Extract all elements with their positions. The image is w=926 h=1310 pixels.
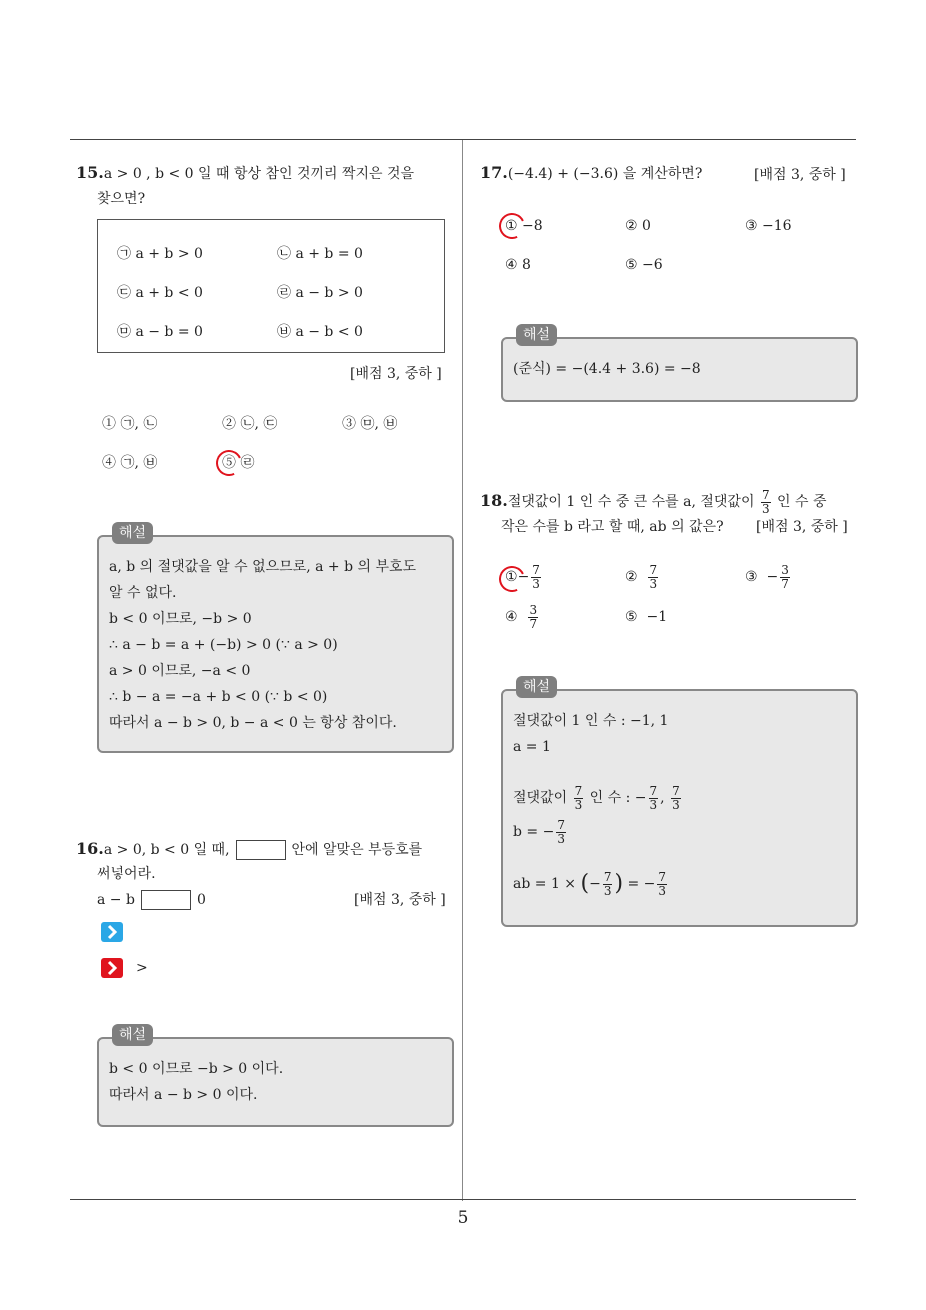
q17-solution-label: 해설 [516, 324, 557, 346]
q17-choice[interactable]: ③ −16 [745, 218, 792, 234]
top-rule [70, 139, 856, 140]
q15-choice[interactable]: ⑤ ㉣ [222, 455, 255, 471]
q17-stem: 17.(−4.4) + (−3.6) 을 계산하면? [480, 163, 703, 182]
q15-choice[interactable]: ③ ㉤, ㉥ [342, 416, 398, 432]
q15-item: ㉥ a − b < 0 [277, 324, 363, 340]
q15-choice[interactable]: ① ㉠, ㉡ [102, 416, 158, 432]
q15-stem-line2: 찾으면? [97, 191, 146, 207]
q16-answer-input[interactable] [141, 890, 191, 910]
q18-choice[interactable]: ② $\frac{7}{3}$ [625, 562, 658, 591]
q16-number: 16. [76, 839, 104, 858]
chevron-right-icon[interactable] [101, 922, 123, 942]
fraction: $\frac{7}{3}$ [761, 487, 770, 516]
q15-item: ㉠ a + b > 0 [117, 246, 203, 262]
q18-stem-line2: 작은 수를 b 라고 할 때, ab 의 값은? [501, 519, 724, 535]
q15-solution-label: 해설 [112, 522, 153, 544]
q15-solution-box: a, b 의 절댓값을 알 수 없으므로, a + b 의 부호도 알 수 없다. b < 0 이므로, −b > 0 ∴ a − b = a + (−b) > 0 (∵ a > 0) a > 0 이므로, −a < 0 ∴ b − a = −a + b < 0 (∵ b < 0) 따라서 a − b > 0, b − a < 0 는 항상 참이다. [97, 535, 454, 753]
q15-item: ㉢ a + b < 0 [117, 285, 203, 301]
q15-meta: [배점 3, 중하 ] [350, 366, 442, 382]
q16-expression: a − b 0 [97, 892, 206, 908]
q17-choice[interactable]: ① −8 [505, 218, 543, 234]
q15-stem: 15.a > 0 , b < 0 일 때 항상 참인 것끼리 짝지은 것을 [76, 163, 415, 182]
q18-number: 18. [480, 491, 508, 510]
q18-choice[interactable]: ①− $\frac{7}{3}$ [505, 562, 540, 591]
q18-choice[interactable]: ④ $\frac{3}{7}$ [505, 602, 538, 631]
q18-stem: 18.절댓값이 1 인 수 중 큰 수를 a, 절댓값이 $\frac{7}{3}$ 인 수 중 [480, 487, 827, 516]
q18-solution-label: 해설 [516, 676, 557, 698]
q15-item: ㉣ a − b > 0 [277, 285, 363, 301]
q17-choice[interactable]: ④ 8 [505, 257, 531, 273]
q17-choice[interactable]: ② 0 [625, 218, 651, 234]
answer-mark-icon [212, 446, 245, 479]
answer-mark-icon [495, 209, 528, 242]
q18-meta: [배점 3, 중하 ] [756, 519, 848, 535]
q15-item: ㉡ a + b = 0 [277, 246, 363, 262]
q18-solution-box: 절댓값이 1 인 수 : −1, 1 a = 1 절댓값이 $\frac{7}{3}$ 인 수 : − $\frac{7}{3}$ , $\frac{7}{3}$ b = − $\frac{7}{3}$ ab = 1 × (− $\frac{7}{3}$ ) = − $\frac{7}{3}$ [501, 689, 858, 927]
page-number: 5 [457, 1208, 469, 1228]
q15-choice[interactable]: ④ ㉠, ㉥ [102, 455, 158, 471]
q15-number: 15. [76, 163, 104, 182]
q15-item: ㉤ a − b = 0 [117, 324, 203, 340]
q18-choice[interactable]: ③ − $\frac{3}{7}$ [745, 562, 789, 591]
q16-blank-box [236, 840, 286, 860]
column-divider [462, 140, 463, 1201]
q16-answer: > [136, 960, 148, 976]
q15-choice[interactable]: ② ㉡, ㉢ [222, 416, 278, 432]
q16-meta: [배점 3, 중하 ] [354, 892, 446, 908]
q17-number: 17. [480, 163, 508, 182]
q16-solution-label: 해설 [112, 1024, 153, 1046]
chevron-right-icon[interactable] [101, 958, 123, 978]
q16-stem-line2: 써넣어라. [97, 866, 156, 882]
q16-solution-box: b < 0 이므로 −b > 0 이다. 따라서 a − b > 0 이다. [97, 1037, 454, 1127]
q17-meta: [배점 3, 중하 ] [754, 167, 846, 183]
q16-stem: 16.a > 0, b < 0 일 때, 안에 알맞은 부등호를 [76, 839, 423, 858]
q18-choice[interactable]: ⑤ −1 [625, 609, 668, 625]
q17-solution-box: (준식) = −(4.4 + 3.6) = −8 [501, 337, 858, 402]
bottom-rule [70, 1199, 856, 1200]
q17-choice[interactable]: ⑤ −6 [625, 257, 663, 273]
